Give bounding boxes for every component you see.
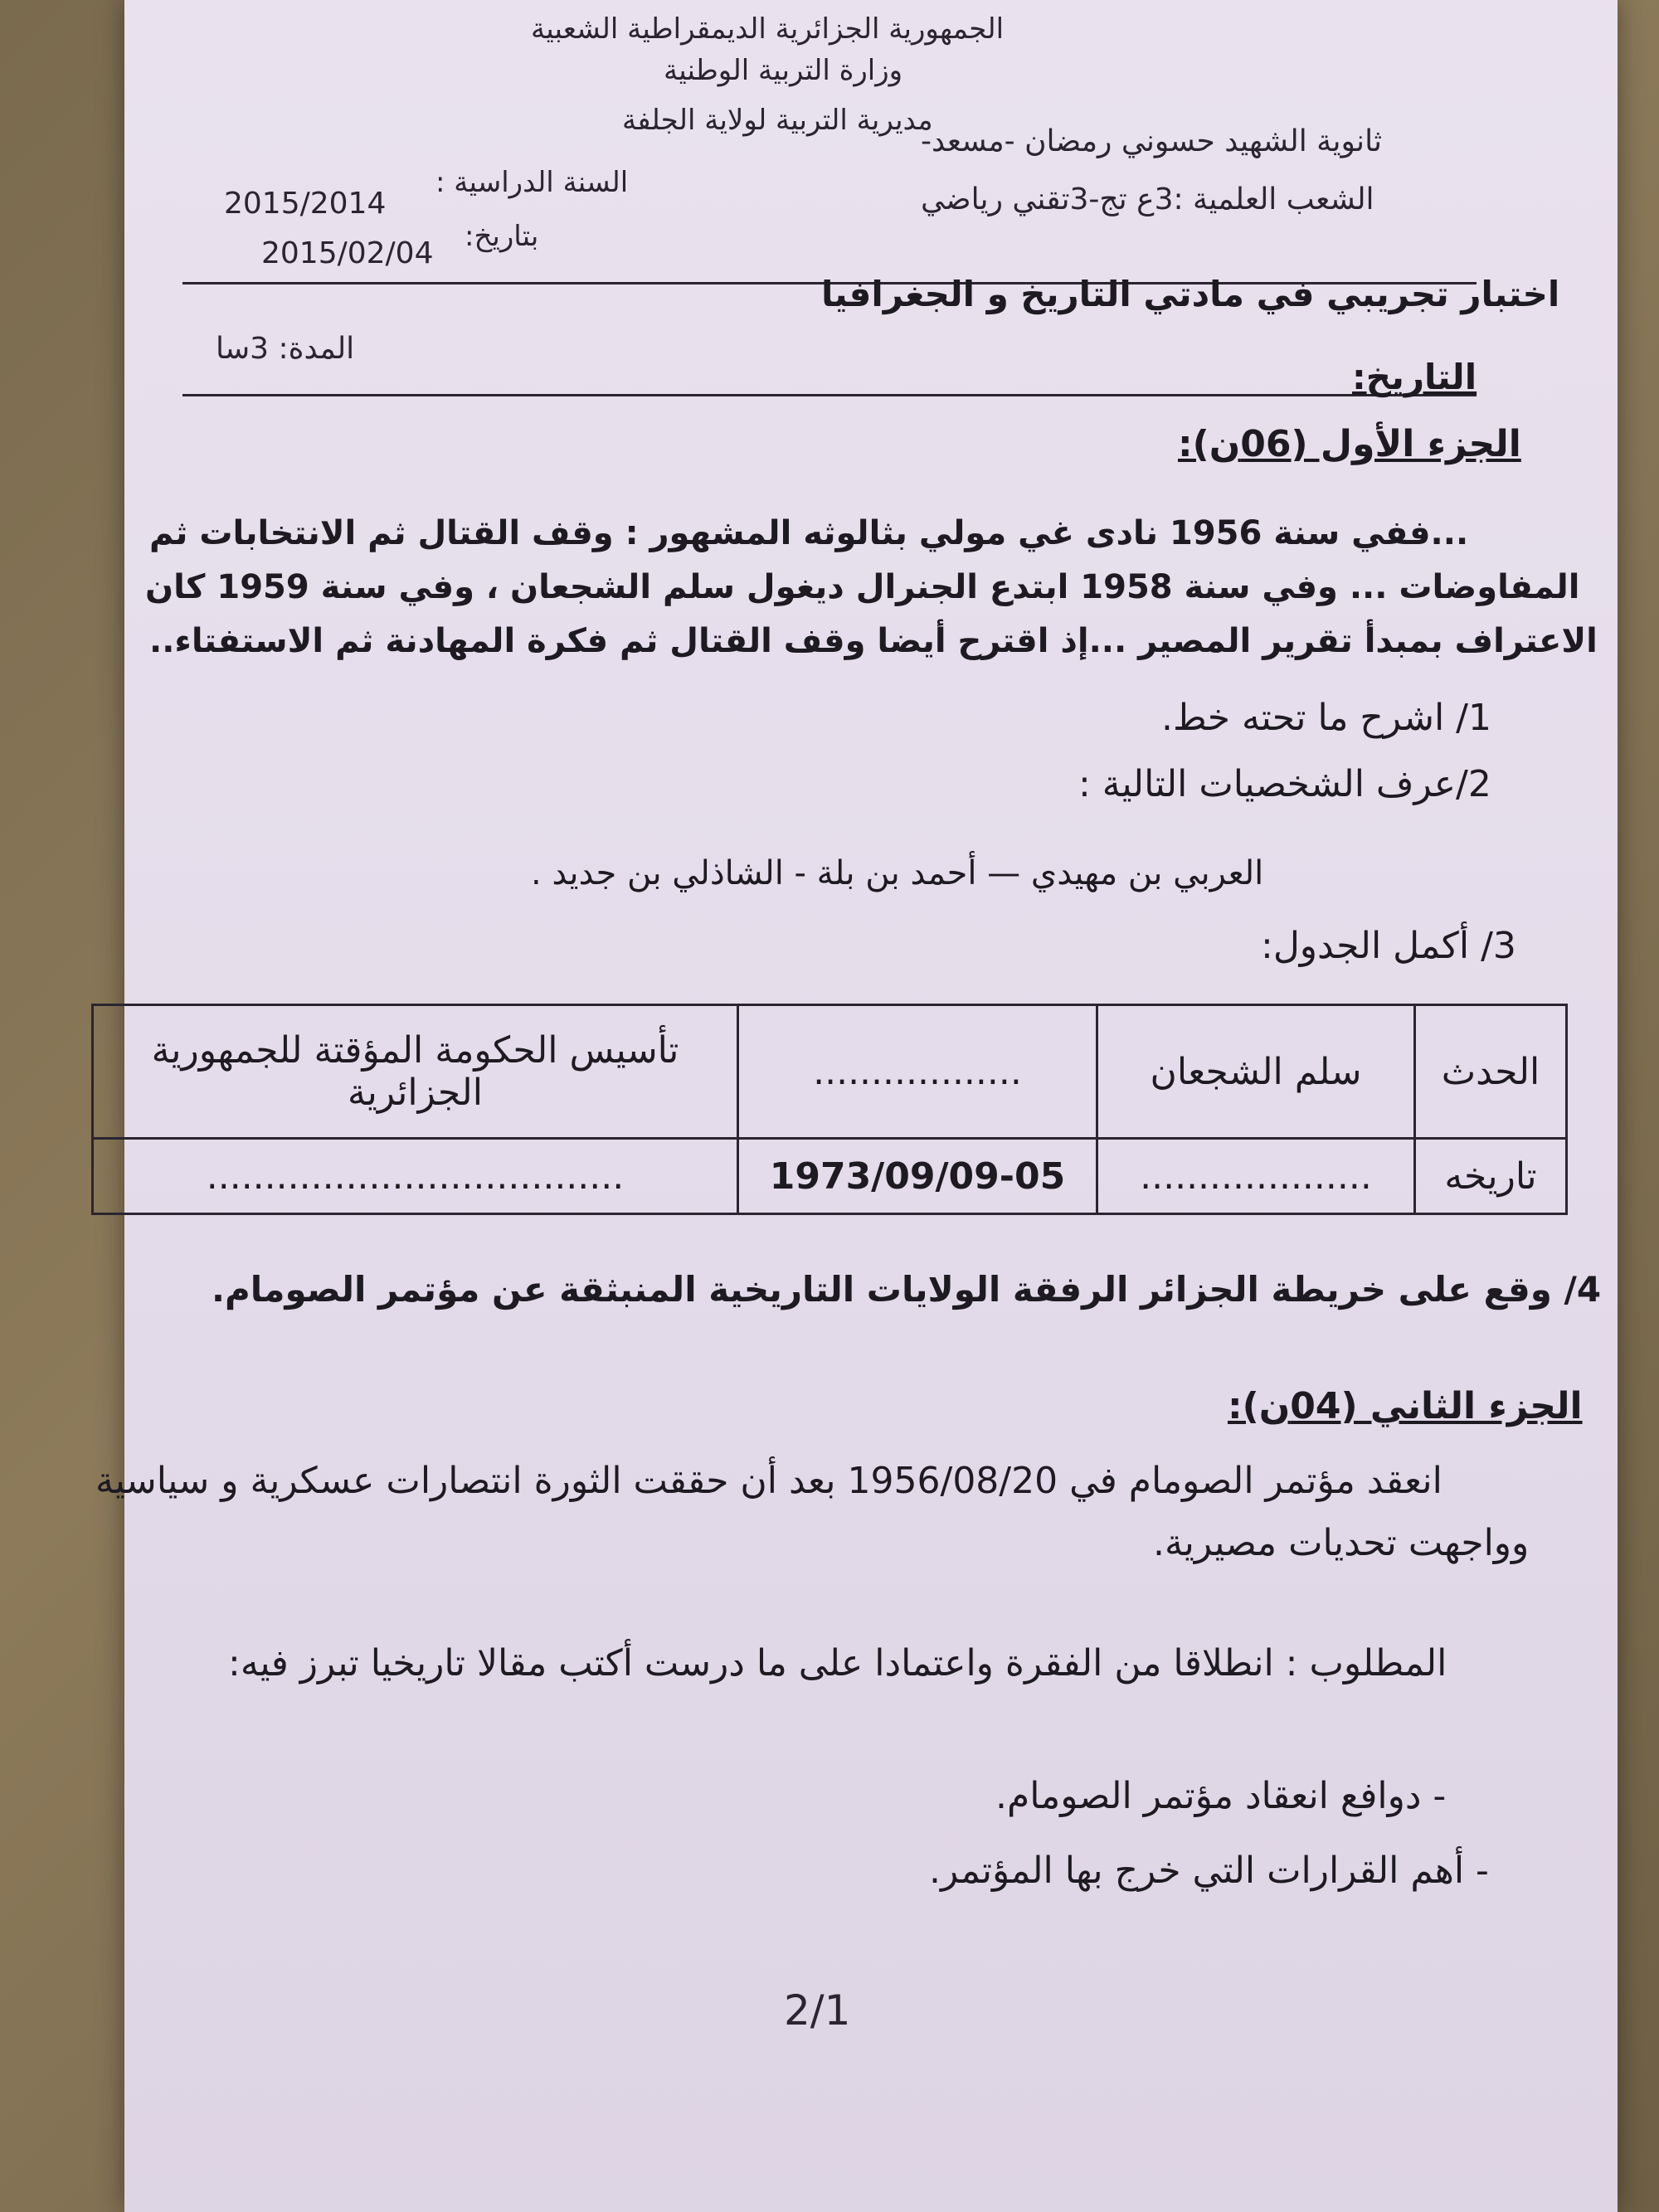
bullet-1: - دوافع انعقاد مؤتمر الصومام.: [995, 1775, 1447, 1817]
required-task: المطلوب : انطلاقا من الفقرة واعتمادا على ما درست أكتب مقالا تاريخيا تبرز فيه:: [228, 1642, 1447, 1685]
republic-heading: الجمهورية الجزائرية الديمقراطية الشعبية: [531, 12, 1005, 46]
exam-title: اختبار تجريبي في مادتي التاريخ و الجغرافيا: [821, 274, 1560, 314]
question-2: 2/عرف الشخصيات التالية :: [1078, 763, 1491, 805]
table-cell: ....................: [1097, 1139, 1415, 1214]
subject-history: التاريخ:: [1352, 357, 1477, 397]
events-table: [91, 1004, 1568, 1215]
table-cell: الحدث: [1415, 1005, 1567, 1139]
bullet-2: - أهم القرارات التي خرج بها المؤتمر.: [929, 1850, 1489, 1892]
table-cell: ....................................: [93, 1139, 738, 1214]
exam-duration: المدة: 3سا: [216, 332, 355, 366]
table-row: [93, 1005, 1567, 1139]
question-3: 3/ أكمل الجدول:: [1261, 925, 1516, 967]
page-number: 2/1: [784, 1986, 851, 2035]
part2-line-2: وواجهت تحديات مصيرية.: [1153, 1522, 1530, 1564]
table-row: [93, 1139, 1567, 1214]
part1-title: الجزء الأول (06ن):: [1178, 423, 1521, 465]
directorate-heading: مديرية التربية لولاية الجلفة: [622, 104, 933, 137]
date-label: بتاريخ:: [465, 220, 539, 253]
part2-line-1: انعقد مؤتمر الصومام في 1956/08/20 بعد أن حققت الثورة انتصارات عسكرية و سياسية: [95, 1460, 1443, 1502]
school-year-label: السنة الدراسية :: [435, 166, 629, 199]
table-cell: ..................: [738, 1005, 1097, 1139]
table-cell: سلم الشجعان: [1097, 1005, 1415, 1139]
question-4: 4/ وقع على خريطة الجزائر الرفقة الولايات التاريخية المنبثقة عن مؤتمر الصومام.: [212, 1269, 1602, 1310]
school-year: 2015/2014: [224, 187, 387, 221]
question-2-persons: العربي بن مهيدي — أحمد بن بلة - الشاذلي بن جديد .: [531, 854, 1264, 892]
table-cell: 1973/09/09-05: [738, 1139, 1097, 1214]
ministry-heading: وزارة التربية الوطنية: [664, 54, 903, 87]
table-cell: تأسيس الحكومة المؤقتة للجمهورية الجزائرية: [93, 1005, 738, 1139]
passage-line-2: المفاوضات ... وفي سنة 1958 ابتدع الجنرال ديغول سلم الشجعان ، وفي سنة 1959 كان: [145, 568, 1580, 606]
question-1: 1/ اشرح ما تحته خط.: [1161, 697, 1491, 739]
header-divider-bottom: [182, 394, 1477, 396]
part2-title: الجزء الثاني (04ن):: [1228, 1385, 1583, 1427]
table-cell: تاريخه: [1415, 1139, 1567, 1214]
passage-line-3: الاعتراف بمبدأ تقرير المصير ...إذ اقترح أيضا وقف القتال ثم فكرة المهادنة ثم الاستفتاء..: [149, 622, 1598, 660]
streams-label: الشعب العلمية :3ع تج-3تقني رياضي: [921, 182, 1374, 216]
passage-line-1: ...ففي سنة 1956 نادى غي مولي بثالوثه المشهور : وقف القتال ثم الانتخابات ثم: [149, 514, 1469, 552]
school-name: ثانوية الشهيد حسوني رمضان -مسعد-: [921, 124, 1383, 158]
exam-date: 2015/02/04: [261, 236, 434, 270]
